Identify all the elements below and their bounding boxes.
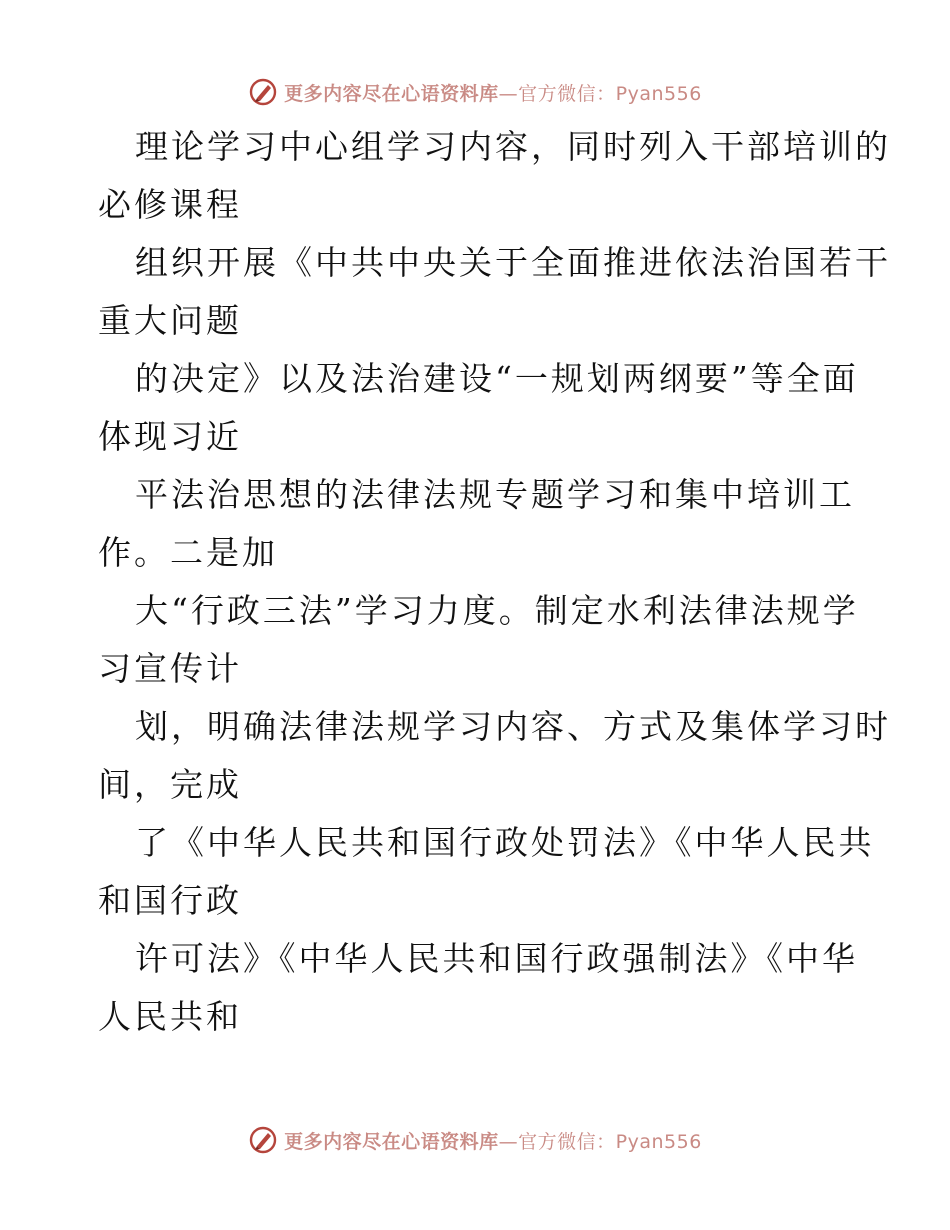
paragraph-line: 大“行政三法”学习力度。制定水利法律法规学 — [135, 591, 859, 630]
paragraph-line: 和国行政 — [98, 881, 242, 920]
pen-logo-icon — [248, 1125, 278, 1155]
paragraph-line: 了《中华人民共和国行政处罚法》《中华人民共 — [135, 823, 875, 862]
paragraph — [0, 698, 950, 814]
paragraph-line: 重大问题 — [98, 301, 242, 340]
paragraph-line: 的决定》以及法治建设“一规划两纲要”等全面 — [135, 359, 859, 398]
paragraph — [0, 466, 950, 582]
header-banner — [0, 72, 950, 112]
paragraph — [0, 582, 950, 698]
paragraph — [0, 814, 950, 930]
paragraph-line: 划，明确法律法规学习内容、方式及集体学习时 — [135, 707, 891, 746]
paragraph-line: 习宣传计 — [98, 649, 242, 688]
paragraph-line: 人民共和 — [98, 997, 242, 1036]
paragraph-line: 必修课程 — [98, 185, 242, 224]
banner-main: 更多内容尽在心语资料库 — [284, 82, 499, 105]
paragraph-line: 作。二是加 — [98, 533, 278, 572]
banner-dash: — — [498, 1130, 519, 1153]
banner-dash: — — [498, 82, 519, 105]
paragraph — [0, 930, 950, 1046]
banner-text — [284, 1127, 702, 1154]
banner-wechat: 官方微信：Pyan556 — [518, 1130, 702, 1153]
document-body — [0, 118, 950, 1046]
paragraph-line: 组织开展《中共中央关于全面推进依法治国若干 — [135, 243, 891, 282]
banner-wechat: 官方微信：Pyan556 — [518, 82, 702, 105]
paragraph-line: 体现习近 — [98, 417, 242, 456]
paragraph — [0, 350, 950, 466]
paragraph — [0, 234, 950, 350]
pen-logo-icon — [248, 77, 278, 107]
paragraph-line: 平法治思想的法律法规专题学习和集中培训工 — [135, 475, 855, 514]
paragraph-line: 许可法》《中华人民共和国行政强制法》《中华 — [135, 939, 858, 978]
paragraph — [0, 118, 950, 234]
paragraph-line: 间，完成 — [98, 765, 242, 804]
banner-main: 更多内容尽在心语资料库 — [284, 1130, 499, 1153]
paragraph-line: 理论学习中心组学习内容，同时列入干部培训的 — [135, 127, 891, 166]
footer-banner — [0, 1120, 950, 1160]
banner-text — [284, 79, 702, 106]
